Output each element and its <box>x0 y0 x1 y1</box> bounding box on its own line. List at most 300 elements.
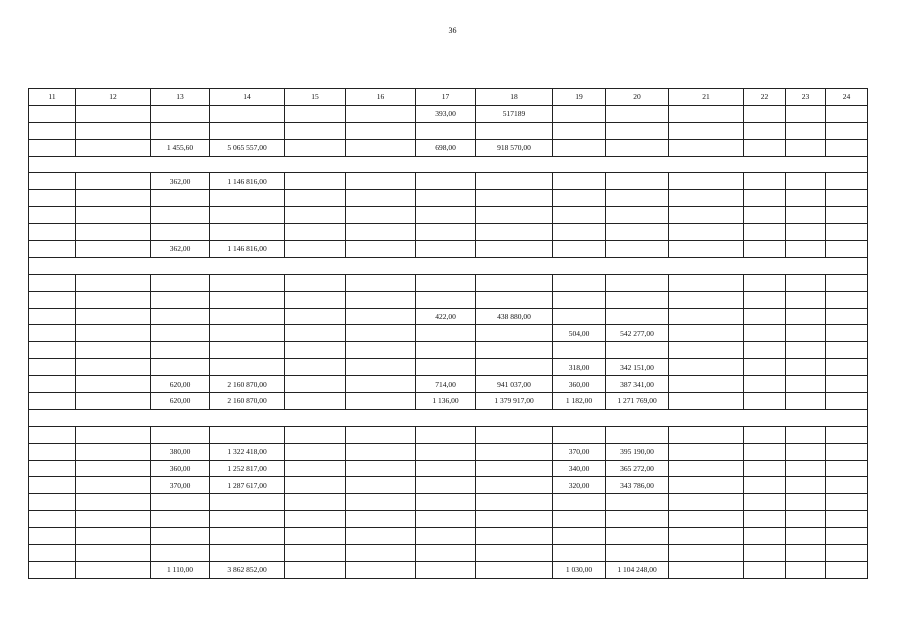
empty-cell <box>416 257 476 274</box>
table-cell <box>346 426 416 443</box>
table-cell <box>29 460 76 477</box>
table-cell <box>29 494 76 511</box>
table-cell: 1 104 248,00 <box>606 561 669 578</box>
table-cell: 360,00 <box>151 460 210 477</box>
table-cell <box>210 224 285 241</box>
table-cell <box>786 291 826 308</box>
table-cell <box>744 207 786 224</box>
table-cell <box>210 511 285 528</box>
table-cell <box>606 545 669 562</box>
table-cell <box>151 105 210 122</box>
table-cell <box>346 494 416 511</box>
table-cell <box>29 224 76 241</box>
table-cell <box>346 545 416 562</box>
table-cell <box>786 207 826 224</box>
table-cell <box>151 274 210 291</box>
column-header: 14 <box>210 89 285 106</box>
table-cell <box>826 342 868 359</box>
table-cell <box>669 528 744 545</box>
table-cell <box>744 325 786 342</box>
table-cell <box>606 528 669 545</box>
table-cell <box>29 173 76 190</box>
data-table <box>28 88 868 579</box>
table-cell <box>826 460 868 477</box>
table-cell <box>476 511 553 528</box>
table-cell <box>416 528 476 545</box>
empty-cell <box>826 156 868 173</box>
table-cell <box>76 393 151 410</box>
table-cell: 1 110,00 <box>151 561 210 578</box>
table-cell <box>285 190 346 207</box>
table-cell: 1 271 769,00 <box>606 393 669 410</box>
table-cell <box>210 105 285 122</box>
table-cell <box>744 359 786 376</box>
empty-cell <box>553 257 606 274</box>
table-row <box>29 460 868 477</box>
column-header: 20 <box>606 89 669 106</box>
table-cell <box>669 291 744 308</box>
table-cell <box>285 291 346 308</box>
empty-cell <box>553 409 606 426</box>
empty-cell <box>151 409 210 426</box>
table-cell <box>416 291 476 308</box>
table-cell <box>553 139 606 156</box>
table-cell <box>210 274 285 291</box>
table-cell <box>606 342 669 359</box>
table-cell <box>669 274 744 291</box>
table-row <box>29 274 868 291</box>
table-cell <box>29 105 76 122</box>
table-cell <box>669 139 744 156</box>
table-cell <box>786 545 826 562</box>
table-row <box>29 561 868 578</box>
table-cell <box>346 308 416 325</box>
table-cell <box>669 443 744 460</box>
table-cell <box>285 342 346 359</box>
table-cell <box>210 528 285 545</box>
empty-cell <box>744 156 786 173</box>
table-cell <box>285 393 346 410</box>
table-cell <box>744 511 786 528</box>
table-cell <box>346 291 416 308</box>
table-cell <box>76 376 151 393</box>
table-cell: 387 341,00 <box>606 376 669 393</box>
table-cell <box>29 376 76 393</box>
table-cell <box>76 224 151 241</box>
table-cell <box>416 207 476 224</box>
table-cell <box>285 173 346 190</box>
table-cell <box>744 139 786 156</box>
table-cell <box>744 241 786 258</box>
empty-cell <box>669 409 744 426</box>
table-cell <box>76 241 151 258</box>
empty-cell <box>786 257 826 274</box>
table-cell <box>29 545 76 562</box>
table-cell: 1 252 817,00 <box>210 460 285 477</box>
table-cell <box>29 308 76 325</box>
table-cell: 362,00 <box>151 173 210 190</box>
table-cell <box>285 224 346 241</box>
table-cell <box>826 494 868 511</box>
table-cell <box>826 122 868 139</box>
table-cell <box>744 274 786 291</box>
table-cell <box>416 274 476 291</box>
section-separator-row <box>29 409 868 426</box>
table-cell <box>476 494 553 511</box>
table-cell <box>669 511 744 528</box>
table-row <box>29 342 868 359</box>
table-cell <box>786 561 826 578</box>
table-row <box>29 477 868 494</box>
table-cell <box>476 426 553 443</box>
table-cell <box>285 511 346 528</box>
table-cell <box>346 105 416 122</box>
table-cell <box>29 477 76 494</box>
empty-cell <box>786 156 826 173</box>
page-number: 36 <box>448 26 457 35</box>
table-row <box>29 426 868 443</box>
table-cell <box>210 494 285 511</box>
table-cell: 395 190,00 <box>606 443 669 460</box>
table-cell <box>346 376 416 393</box>
table-cell <box>210 207 285 224</box>
table-row <box>29 359 868 376</box>
table-cell <box>416 443 476 460</box>
table-cell: 365 272,00 <box>606 460 669 477</box>
table-cell <box>285 308 346 325</box>
table-cell <box>553 528 606 545</box>
table-row <box>29 545 868 562</box>
table-cell <box>786 511 826 528</box>
table-cell <box>285 122 346 139</box>
table-cell <box>669 545 744 562</box>
table-cell <box>416 561 476 578</box>
empty-cell <box>76 409 151 426</box>
table-cell <box>744 426 786 443</box>
table-cell <box>285 241 346 258</box>
table-cell <box>76 561 151 578</box>
table-cell <box>553 105 606 122</box>
table-cell: 698,00 <box>416 139 476 156</box>
table-cell <box>476 207 553 224</box>
table-cell <box>553 511 606 528</box>
table-cell <box>76 325 151 342</box>
empty-cell <box>786 409 826 426</box>
table-cell <box>76 511 151 528</box>
table-cell <box>476 274 553 291</box>
table-cell <box>744 460 786 477</box>
header-row <box>29 89 868 106</box>
table-cell: 542 277,00 <box>606 325 669 342</box>
table-cell: 2 160 870,00 <box>210 376 285 393</box>
table-cell <box>416 477 476 494</box>
table-cell <box>210 122 285 139</box>
table-row <box>29 224 868 241</box>
table-cell <box>786 528 826 545</box>
table-cell <box>744 494 786 511</box>
table-cell: 370,00 <box>151 477 210 494</box>
table-cell <box>606 105 669 122</box>
table-cell <box>786 105 826 122</box>
table-cell <box>744 342 786 359</box>
table-cell: 320,00 <box>553 477 606 494</box>
table-cell <box>669 393 744 410</box>
table-cell <box>285 477 346 494</box>
table-cell <box>786 173 826 190</box>
table-cell <box>29 511 76 528</box>
table-row <box>29 207 868 224</box>
empty-cell <box>346 156 416 173</box>
table-cell: 620,00 <box>151 393 210 410</box>
table-cell: 393,00 <box>416 105 476 122</box>
table-cell <box>606 291 669 308</box>
table-row <box>29 173 868 190</box>
table-cell <box>786 426 826 443</box>
table-cell <box>669 460 744 477</box>
table-cell <box>151 494 210 511</box>
table-cell <box>416 342 476 359</box>
table-cell <box>76 426 151 443</box>
table-cell <box>151 528 210 545</box>
table-cell <box>76 291 151 308</box>
table-cell: 343 786,00 <box>606 477 669 494</box>
table-cell <box>151 325 210 342</box>
table-cell <box>346 460 416 477</box>
table-cell <box>346 393 416 410</box>
table-row <box>29 376 868 393</box>
table-cell <box>606 494 669 511</box>
table-cell <box>29 342 76 359</box>
table-cell <box>476 443 553 460</box>
table-cell: 1 030,00 <box>553 561 606 578</box>
table-row <box>29 443 868 460</box>
table-cell <box>826 426 868 443</box>
table-cell <box>826 528 868 545</box>
table-cell <box>151 359 210 376</box>
table-cell <box>346 241 416 258</box>
table-cell <box>744 443 786 460</box>
table-cell <box>786 376 826 393</box>
table-cell <box>285 528 346 545</box>
table-cell <box>285 545 346 562</box>
table-cell <box>669 308 744 325</box>
empty-cell <box>416 156 476 173</box>
table-cell: 1 379 917,00 <box>476 393 553 410</box>
table-cell <box>346 190 416 207</box>
table-cell <box>553 173 606 190</box>
column-header: 12 <box>76 89 151 106</box>
table-cell: 340,00 <box>553 460 606 477</box>
column-header: 11 <box>29 89 76 106</box>
table-cell <box>826 207 868 224</box>
table-cell <box>606 426 669 443</box>
table-cell: 1 322 418,00 <box>210 443 285 460</box>
table-row <box>29 494 868 511</box>
table-cell <box>553 426 606 443</box>
empty-cell <box>151 156 210 173</box>
table-cell <box>476 325 553 342</box>
table-cell <box>285 139 346 156</box>
table-cell <box>786 224 826 241</box>
empty-cell <box>76 156 151 173</box>
table-cell <box>786 325 826 342</box>
table-row <box>29 528 868 545</box>
table-cell <box>786 274 826 291</box>
empty-cell <box>476 257 553 274</box>
table-cell <box>669 359 744 376</box>
table-cell <box>744 224 786 241</box>
table-cell <box>346 561 416 578</box>
table-cell: 362,00 <box>151 241 210 258</box>
table-cell <box>151 291 210 308</box>
table-cell <box>285 325 346 342</box>
table-cell <box>29 528 76 545</box>
table-cell <box>346 274 416 291</box>
table-cell <box>669 173 744 190</box>
empty-cell <box>76 257 151 274</box>
table-cell <box>29 291 76 308</box>
table-cell <box>416 511 476 528</box>
table-cell <box>76 460 151 477</box>
table-cell <box>669 342 744 359</box>
table-cell <box>744 308 786 325</box>
table-cell <box>553 308 606 325</box>
table-cell <box>826 274 868 291</box>
table-cell <box>669 477 744 494</box>
empty-cell <box>826 409 868 426</box>
table-cell <box>151 224 210 241</box>
table-cell <box>606 511 669 528</box>
table-cell <box>151 190 210 207</box>
table-cell <box>416 173 476 190</box>
table-row <box>29 308 868 325</box>
table-cell: 941 037,00 <box>476 376 553 393</box>
table-cell <box>346 443 416 460</box>
table-cell <box>826 359 868 376</box>
column-header: 16 <box>346 89 416 106</box>
table-cell <box>416 426 476 443</box>
table-cell <box>786 460 826 477</box>
empty-cell <box>210 257 285 274</box>
table-cell: 3 862 852,00 <box>210 561 285 578</box>
empty-cell <box>826 257 868 274</box>
empty-cell <box>669 156 744 173</box>
table-cell <box>416 224 476 241</box>
table-cell <box>76 359 151 376</box>
table-cell <box>210 426 285 443</box>
table-cell <box>151 122 210 139</box>
table-cell <box>826 325 868 342</box>
empty-cell <box>285 409 346 426</box>
table-cell <box>76 308 151 325</box>
table-cell: 1 146 816,00 <box>210 173 285 190</box>
empty-cell <box>29 156 76 173</box>
column-header: 13 <box>151 89 210 106</box>
table-cell <box>744 190 786 207</box>
empty-cell <box>151 257 210 274</box>
column-header: 18 <box>476 89 553 106</box>
table-cell <box>416 190 476 207</box>
table-cell <box>29 443 76 460</box>
table-cell <box>76 105 151 122</box>
table-cell <box>29 274 76 291</box>
table-cell <box>285 105 346 122</box>
table-cell <box>29 139 76 156</box>
table-cell <box>553 342 606 359</box>
table-cell <box>786 308 826 325</box>
table-cell <box>210 545 285 562</box>
table-cell <box>476 528 553 545</box>
table-cell: 438 880,00 <box>476 308 553 325</box>
table-cell: 342 151,00 <box>606 359 669 376</box>
table-cell <box>76 494 151 511</box>
empty-cell <box>669 257 744 274</box>
empty-cell <box>29 257 76 274</box>
table-cell <box>786 122 826 139</box>
table-cell <box>346 359 416 376</box>
table-cell: 370,00 <box>553 443 606 460</box>
table-cell <box>786 443 826 460</box>
table-cell: 422,00 <box>416 308 476 325</box>
table-cell: 517189 <box>476 105 553 122</box>
table-cell <box>669 376 744 393</box>
section-separator-row <box>29 156 868 173</box>
table-cell <box>285 359 346 376</box>
table-cell <box>76 139 151 156</box>
table-cell <box>151 545 210 562</box>
table-cell <box>826 291 868 308</box>
table-cell <box>553 190 606 207</box>
table-cell <box>29 207 76 224</box>
table-cell: 2 160 870,00 <box>210 393 285 410</box>
table-cell <box>826 139 868 156</box>
table-cell <box>285 460 346 477</box>
table-cell <box>151 308 210 325</box>
table-row <box>29 241 868 258</box>
table-cell <box>786 477 826 494</box>
column-header: 23 <box>786 89 826 106</box>
empty-cell <box>285 156 346 173</box>
table-cell: 360,00 <box>553 376 606 393</box>
table-cell <box>786 494 826 511</box>
table-cell: 1 146 816,00 <box>210 241 285 258</box>
table-cell <box>826 443 868 460</box>
table-cell: 1 136,00 <box>416 393 476 410</box>
table-cell <box>826 105 868 122</box>
table-cell <box>744 122 786 139</box>
table-row <box>29 325 868 342</box>
table-cell <box>476 561 553 578</box>
table-cell <box>285 443 346 460</box>
table-cell <box>416 359 476 376</box>
column-header: 19 <box>553 89 606 106</box>
table-cell <box>606 241 669 258</box>
table-cell <box>346 477 416 494</box>
table-body <box>29 105 868 578</box>
table-cell <box>416 122 476 139</box>
table-cell: 1 287 617,00 <box>210 477 285 494</box>
column-header: 21 <box>669 89 744 106</box>
table-cell <box>826 376 868 393</box>
table-cell <box>346 207 416 224</box>
table-cell <box>76 173 151 190</box>
table-cell <box>553 291 606 308</box>
table-cell <box>606 190 669 207</box>
table-cell <box>346 325 416 342</box>
empty-cell <box>606 257 669 274</box>
table-row <box>29 105 868 122</box>
table-cell <box>826 477 868 494</box>
